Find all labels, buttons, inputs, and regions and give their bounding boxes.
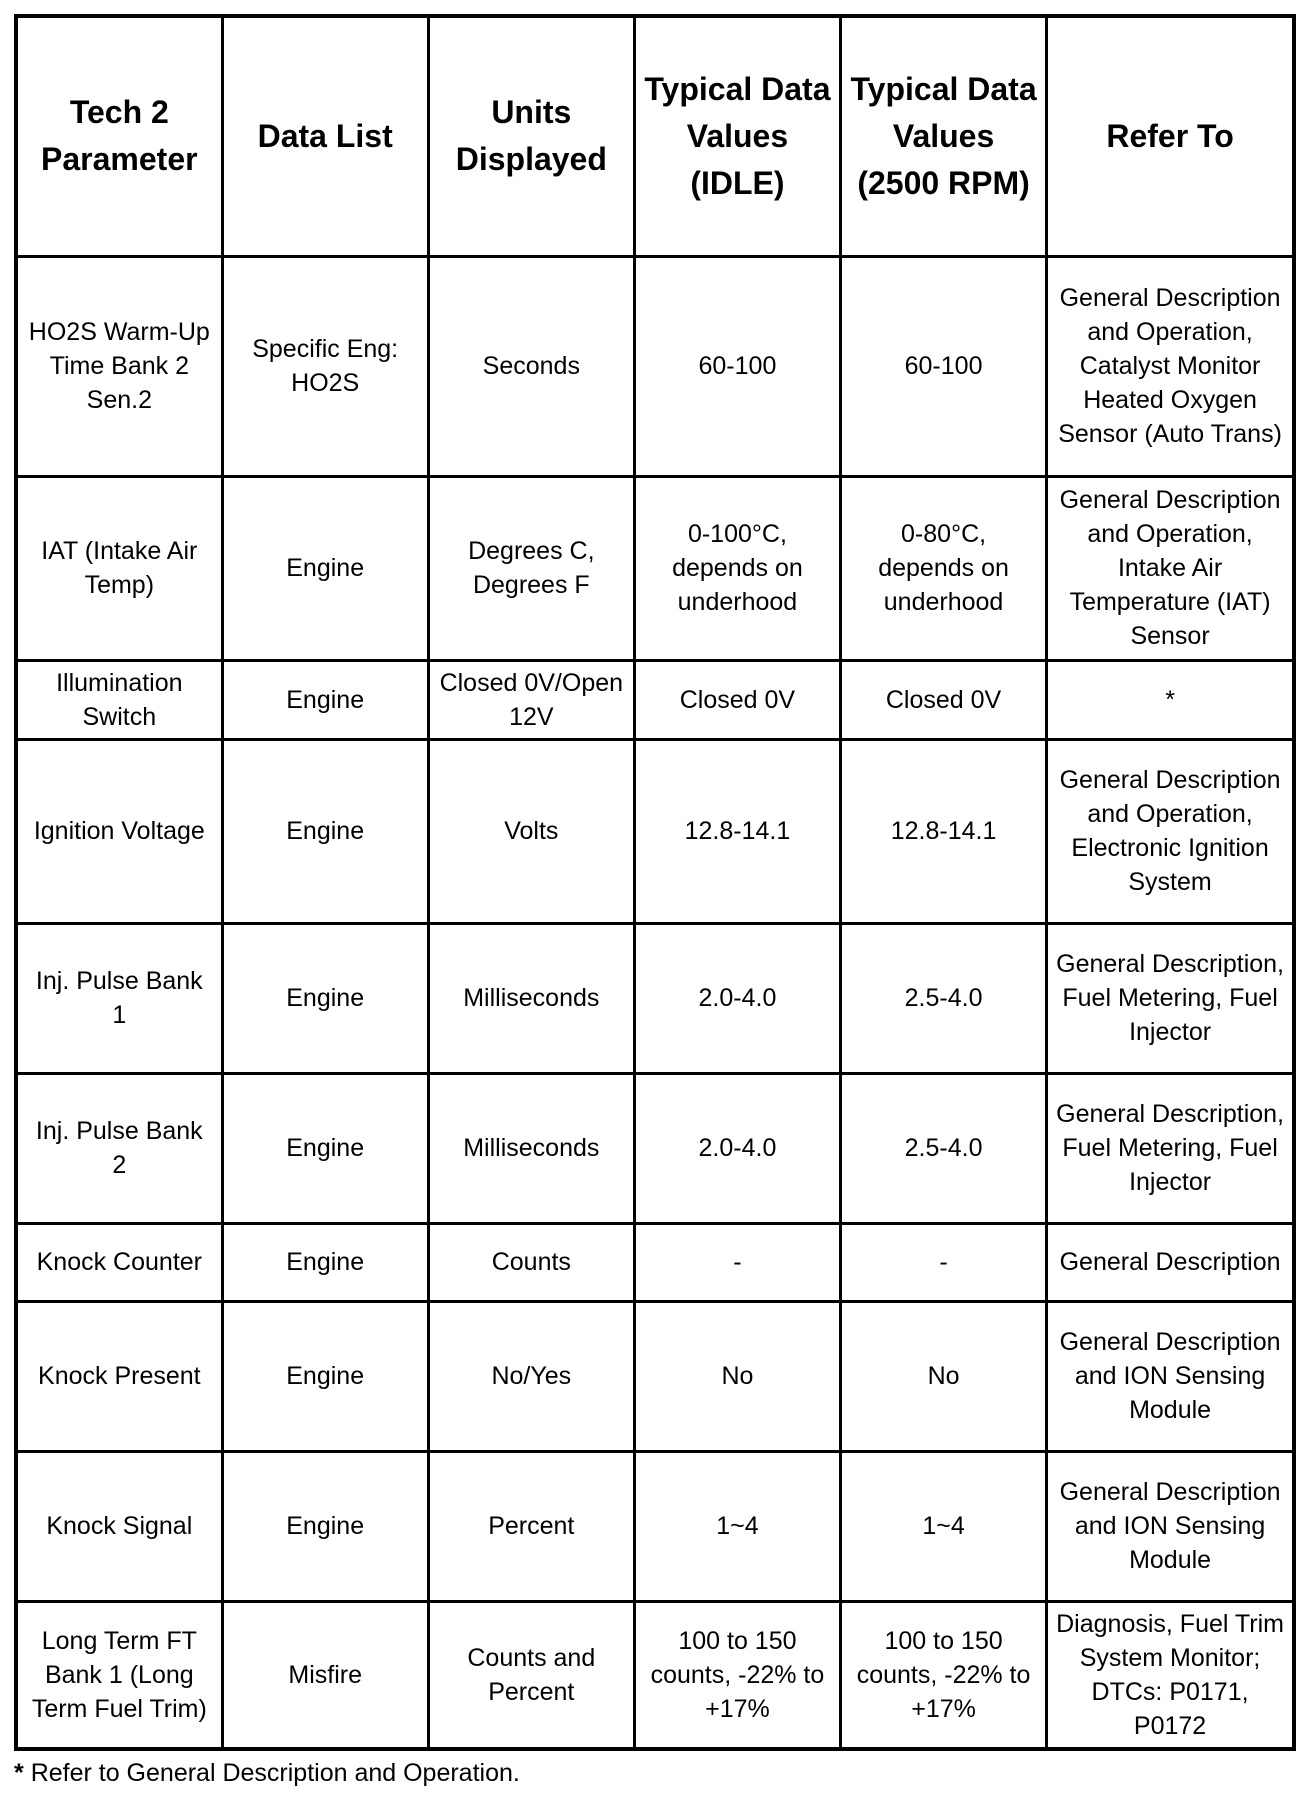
cell-refer-to: General Description [1047, 1223, 1294, 1301]
cell-parameter: Knock Counter [16, 1223, 222, 1301]
cell-units: No/Yes [428, 1301, 634, 1451]
cell-refer-to: Diagnosis, Fuel Trim System Monitor; DTCs: P0171, P0172 [1047, 1601, 1294, 1749]
cell-idle: Closed 0V [634, 660, 840, 739]
cell-idle: 12.8-14.1 [634, 739, 840, 923]
cell-data-list: Engine [222, 1451, 428, 1601]
cell-data-list: Misfire [222, 1601, 428, 1749]
cell-2500-rpm: No [841, 1301, 1047, 1451]
header-row [16, 16, 1294, 256]
cell-refer-to: General Description, Fuel Metering, Fuel Injector [1047, 923, 1294, 1073]
cell-units: Counts [428, 1223, 634, 1301]
cell-idle: No [634, 1301, 840, 1451]
cell-parameter: Long Term FT Bank 1 (Long Term Fuel Trim) [16, 1601, 222, 1749]
table-row [16, 1073, 1294, 1223]
cell-idle: 2.0-4.0 [634, 923, 840, 1073]
table-row [16, 1301, 1294, 1451]
cell-units: Milliseconds [428, 1073, 634, 1223]
cell-parameter: Knock Signal [16, 1451, 222, 1601]
header-idle: Typical Data Values (IDLE) [634, 16, 840, 256]
footnote-text: Refer to General Description and Operation. [30, 1759, 520, 1787]
cell-data-list: Specific Eng: HO2S [222, 256, 428, 476]
cell-2500-rpm: 2.5-4.0 [841, 1073, 1047, 1223]
cell-parameter: Inj. Pulse Bank 1 [16, 923, 222, 1073]
cell-parameter: Knock Present [16, 1301, 222, 1451]
table-row [16, 1223, 1294, 1301]
cell-units: Seconds [428, 256, 634, 476]
table-row [16, 476, 1294, 660]
table-body [16, 256, 1294, 1749]
cell-units: Closed 0V/Open 12V [428, 660, 634, 739]
cell-data-list: Engine [222, 1073, 428, 1223]
cell-units: Degrees C, Degrees F [428, 476, 634, 660]
cell-idle: - [634, 1223, 840, 1301]
cell-2500-rpm: 12.8-14.1 [841, 739, 1047, 923]
header-refer-to: Refer To [1047, 16, 1294, 256]
table-row [16, 256, 1294, 476]
table-row [16, 660, 1294, 739]
cell-units: Counts and Percent [428, 1601, 634, 1749]
cell-2500-rpm: 60-100 [841, 256, 1047, 476]
cell-data-list: Engine [222, 739, 428, 923]
footnote [14, 1756, 520, 1790]
cell-refer-to: General Description and Operation, Electronic Ignition System [1047, 739, 1294, 923]
cell-2500-rpm: 2.5-4.0 [841, 923, 1047, 1073]
cell-parameter: IAT (Intake Air Temp) [16, 476, 222, 660]
cell-data-list: Engine [222, 476, 428, 660]
cell-data-list: Engine [222, 923, 428, 1073]
cell-2500-rpm: Closed 0V [841, 660, 1047, 739]
table-row [16, 923, 1294, 1073]
cell-parameter: Illumination Switch [16, 660, 222, 739]
cell-refer-to: General Description and Operation, Intake Air Temperature (IAT) Sensor [1047, 476, 1294, 660]
cell-refer-to: General Description, Fuel Metering, Fuel Injector [1047, 1073, 1294, 1223]
cell-refer-to: General Description and Operation, Catalyst Monitor Heated Oxygen Sensor (Auto Trans) [1047, 256, 1294, 476]
cell-refer-to: General Description and ION Sensing Module [1047, 1301, 1294, 1451]
cell-data-list: Engine [222, 660, 428, 739]
cell-refer-to: * [1047, 660, 1294, 739]
header-units: Units Displayed [428, 16, 634, 256]
table-row [16, 1451, 1294, 1601]
cell-2500-rpm: 1~4 [841, 1451, 1047, 1601]
cell-parameter: Inj. Pulse Bank 2 [16, 1073, 222, 1223]
cell-idle: 2.0-4.0 [634, 1073, 840, 1223]
cell-parameter: HO2S Warm-Up Time Bank 2 Sen.2 [16, 256, 222, 476]
table-row [16, 739, 1294, 923]
footnote-marker: * [14, 1759, 24, 1787]
cell-idle: 1~4 [634, 1451, 840, 1601]
cell-units: Volts [428, 739, 634, 923]
cell-data-list: Engine [222, 1223, 428, 1301]
header-data-list: Data List [222, 16, 428, 256]
tech2-parameter-table [14, 14, 1296, 1751]
header-2500-rpm: Typical Data Values (2500 RPM) [841, 16, 1047, 256]
cell-data-list: Engine [222, 1301, 428, 1451]
cell-2500-rpm: 0-80°C, depends on underhood [841, 476, 1047, 660]
cell-idle: 0-100°C, depends on underhood [634, 476, 840, 660]
cell-idle: 60-100 [634, 256, 840, 476]
cell-parameter: Ignition Voltage [16, 739, 222, 923]
cell-2500-rpm: 100 to 150 counts, -22% to +17% [841, 1601, 1047, 1749]
cell-idle: 100 to 150 counts, -22% to +17% [634, 1601, 840, 1749]
data-table-sheet [14, 14, 1296, 1751]
header-parameter: Tech 2 Parameter [16, 16, 222, 256]
table-row [16, 1601, 1294, 1749]
cell-units: Milliseconds [428, 923, 634, 1073]
cell-units: Percent [428, 1451, 634, 1601]
cell-refer-to: General Description and ION Sensing Module [1047, 1451, 1294, 1601]
cell-2500-rpm: - [841, 1223, 1047, 1301]
